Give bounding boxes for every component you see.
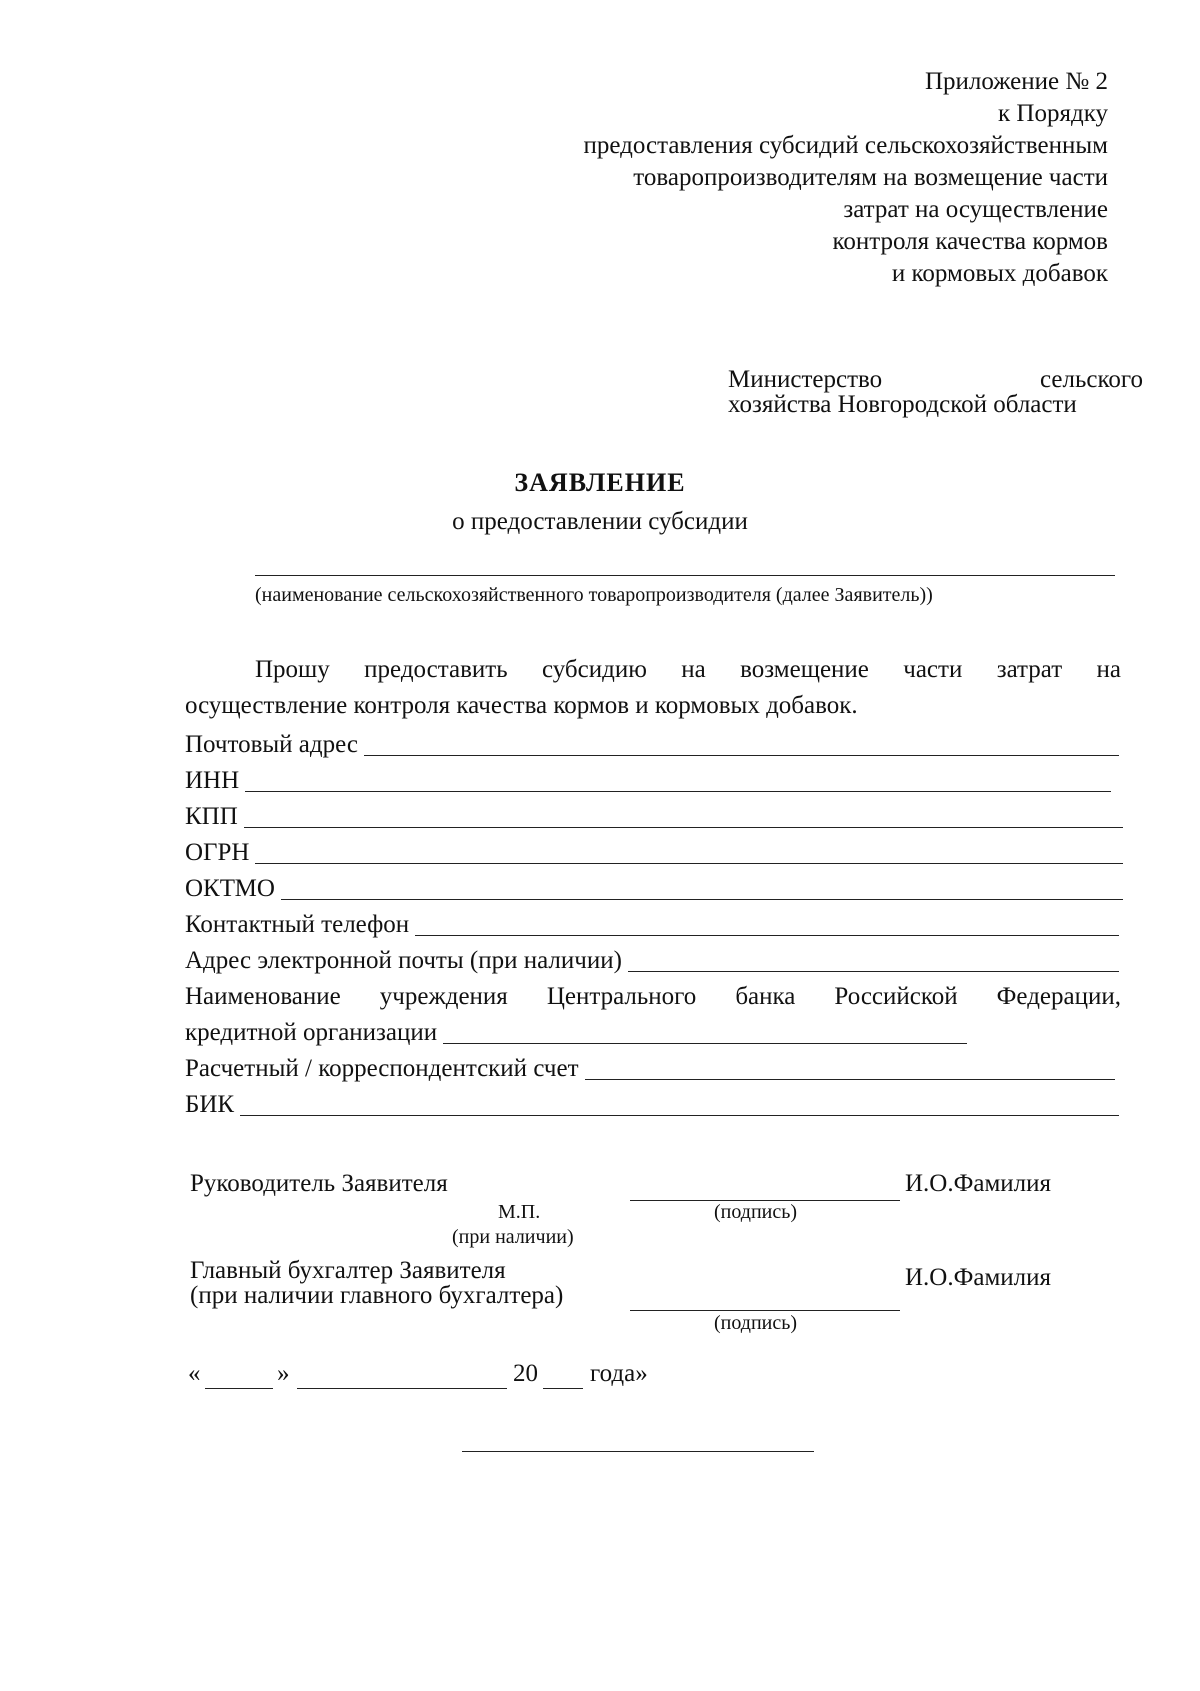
stamp-note: (при наличии) [452,1226,574,1248]
postal-address-field[interactable] [185,727,1119,763]
field-label: ИНН [185,767,240,794]
document-subtitle: о предоставлении субсидии [452,508,748,535]
appendix-line: предоставления субсидий сельскохозяйственным [583,132,1108,159]
field-label: Контактный телефон [185,911,410,938]
field-label: ОКТМО [185,875,275,902]
head-label: Руководитель Заявителя [190,1170,448,1197]
field-line[interactable] [255,863,1123,864]
bik-field[interactable] [185,1087,1119,1123]
field-line[interactable] [240,1115,1119,1116]
field-label: Почтовый адрес [185,731,358,758]
appendix-line: и кормовых добавок [891,260,1108,287]
field-label: ОГРН [185,839,250,866]
appendix-line: контроля качества кормов [832,228,1108,255]
phone-field[interactable] [185,907,1119,943]
field-line[interactable] [244,827,1123,828]
appendix-header [584,66,1109,290]
appendix-line: товаропроизводителям на возмещение части [633,164,1108,191]
field-line[interactable] [245,791,1111,792]
document-title: ЗАЯВЛЕНИЕ [514,468,686,497]
field-label: Расчетный / корреспондентский счет [185,1055,579,1082]
date-day-line[interactable] [205,1388,273,1389]
head-name: И.О.Фамилия [905,1170,1052,1197]
kpp-field[interactable] [185,799,1123,835]
addressee-line: хозяйства Новгородской области [728,391,1077,418]
inn-field[interactable] [185,763,1111,799]
account-field[interactable] [185,1051,1115,1087]
accountant-signature-caption: (подпись) [714,1312,798,1334]
addressee-block [728,367,1143,417]
addressee-word: Министерство [728,366,883,393]
bottom-separator [462,1451,814,1452]
bank-label-line-1: Наименование учреждения Центрального банка Российской Федерации, [185,983,1121,1010]
oktmo-field[interactable] [185,871,1123,907]
field-line[interactable] [281,899,1123,900]
field-label: КПП [185,803,238,830]
accountant-label: Главный бухгалтер Заявителя [190,1257,506,1284]
ogrn-field[interactable] [185,835,1123,871]
stamp-label: М.П. [498,1201,541,1223]
applicant-name-line[interactable] [255,575,1115,576]
applicant-caption: (наименование сельскохозяйственного товаропроизводителя (далее Заявитель)) [255,584,933,606]
date-open-quote: « [188,1360,201,1387]
date-year-line[interactable] [543,1388,583,1389]
date-year-prefix: 20 [513,1360,538,1387]
field-label: кредитной организации [185,1019,438,1046]
request-line-2: осуществление контроля качества кормов и кормовых добавок. [185,692,858,719]
appendix-line: затрат на осуществление [843,196,1108,223]
email-field[interactable] [185,943,1119,979]
date-month-line[interactable] [297,1388,507,1389]
date-year-suffix: года» [590,1360,648,1387]
head-signature-caption: (подпись) [714,1201,798,1223]
field-line[interactable] [415,935,1119,936]
field-label: Адрес электронной почты (при наличии) [185,947,622,974]
date-close-quote: » [277,1360,290,1387]
field-line[interactable] [585,1079,1115,1080]
bank-field[interactable] [185,1015,967,1051]
field-line[interactable] [364,755,1119,756]
addressee-word: сельского [1040,366,1143,393]
accountant-label-note: (при наличии главного бухгалтера) [190,1282,564,1309]
field-line[interactable] [628,971,1119,972]
accountant-signature-line[interactable] [630,1310,900,1311]
field-label: БИК [185,1091,235,1118]
field-line[interactable] [443,1043,967,1044]
appendix-line: Приложение № 2 [924,68,1108,95]
appendix-line: к Порядку [998,100,1108,127]
request-line-1: Прошу предоставить субсидию на возмещение части затрат на [255,656,1121,683]
accountant-name: И.О.Фамилия [905,1264,1052,1291]
